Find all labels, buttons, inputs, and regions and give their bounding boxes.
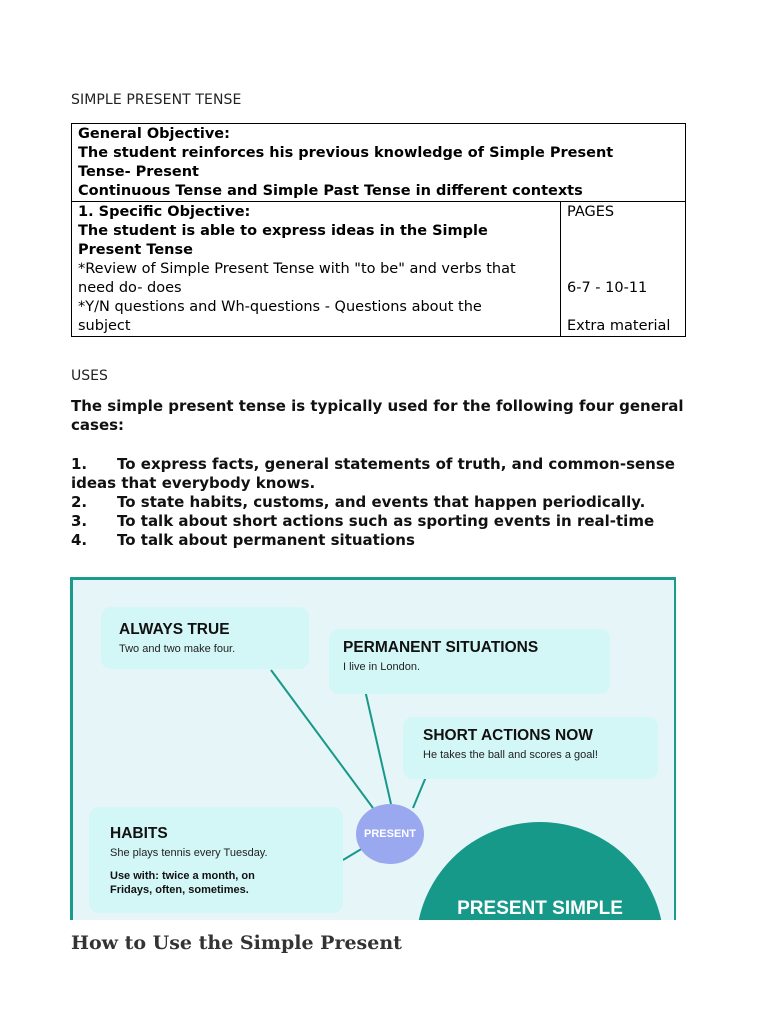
specific-objective-line: Present Tense — [78, 242, 193, 258]
spacer — [567, 298, 679, 317]
uses-list — [71, 455, 691, 550]
questions-line: *Y/N questions and Wh-questions - Questions about the — [78, 299, 482, 315]
specific-objective-line: The student is able to express ideas in the Simple — [78, 223, 488, 239]
connector-line — [343, 848, 363, 860]
list-item — [71, 531, 691, 550]
general-objective-cell — [72, 124, 686, 202]
always-true-title: ALWAYS TRUE — [119, 621, 230, 638]
connector-line — [365, 690, 391, 804]
general-objective-line: The student reinforces his previous knowledge of Simple Present — [78, 145, 614, 161]
short-actions-box — [403, 717, 658, 779]
list-number: 1. — [71, 455, 88, 473]
list-item — [71, 455, 691, 493]
objectives-table — [71, 123, 686, 337]
list-number: 3. — [71, 512, 88, 530]
pages-value: 6-7 - 10-11 — [567, 280, 648, 296]
general-objective-row — [72, 124, 686, 202]
general-objective-line: Tense- Present — [78, 164, 199, 180]
questions-line: subject — [78, 318, 131, 334]
list-text: To express facts, general statements of truth, and common-sense — [117, 455, 675, 473]
pages-label: PAGES — [567, 204, 615, 220]
pages-cell — [561, 202, 686, 337]
extra-material: Extra material — [567, 318, 671, 334]
present-bubble — [356, 804, 424, 864]
list-item — [71, 493, 691, 512]
habits-use-with — [110, 869, 343, 897]
uses-heading: USES — [71, 368, 108, 384]
uses-intro-line: The simple present tense is typically used for the following four general — [71, 397, 684, 415]
general-objective-label: General Objective: — [78, 126, 230, 142]
present-simple-label: PRESENT SIMPLE — [457, 898, 623, 919]
permanent-title: PERMANENT SITUATIONS — [343, 639, 539, 656]
list-item — [71, 512, 691, 531]
general-objective-line: Continuous Tense and Simple Past Tense in different contexts — [78, 183, 583, 199]
specific-objective-cell — [72, 202, 561, 337]
permanent-situations-box — [329, 629, 610, 694]
specific-objective-row — [72, 202, 686, 337]
present-bubble-label: PRESENT — [364, 828, 416, 840]
habits-title: HABITS — [110, 825, 168, 842]
uses-intro-line: cases: — [71, 416, 125, 434]
document-title: SIMPLE PRESENT TENSE — [71, 92, 242, 108]
list-text: To talk about permanent situations — [117, 531, 415, 549]
uses-intro — [71, 397, 691, 435]
always-true-box — [101, 607, 309, 669]
short-actions-text: He takes the ball and scores a goal! — [423, 749, 598, 761]
list-text: To state habits, customs, and events that happen periodically. — [117, 493, 646, 511]
spacer — [567, 222, 679, 279]
habits-use-line: Fridays, often, sometimes. — [110, 884, 249, 896]
review-line: *Review of Simple Present Tense with "to be" and verbs that — [78, 261, 516, 277]
list-text: To talk about short actions such as sporting events in real-time — [117, 512, 655, 530]
permanent-text: I live in London. — [343, 661, 421, 673]
always-true-text: Two and two make four. — [119, 643, 236, 655]
specific-objective-label: 1. Specific Objective: — [78, 204, 251, 220]
review-line: need do- does — [78, 280, 182, 296]
present-simple-diagram — [70, 577, 676, 920]
habits-text: She plays tennis every Tuesday. — [110, 847, 268, 859]
list-number: 2. — [71, 493, 88, 511]
list-text: ideas that everybody knows. — [71, 474, 316, 492]
short-actions-title: SHORT ACTIONS NOW — [423, 727, 593, 744]
habits-box — [89, 807, 343, 913]
section-subtitle: How to Use the Simple Present — [71, 932, 402, 954]
habits-use-line: Use with: twice a month, on — [110, 870, 255, 882]
list-number: 4. — [71, 531, 88, 549]
